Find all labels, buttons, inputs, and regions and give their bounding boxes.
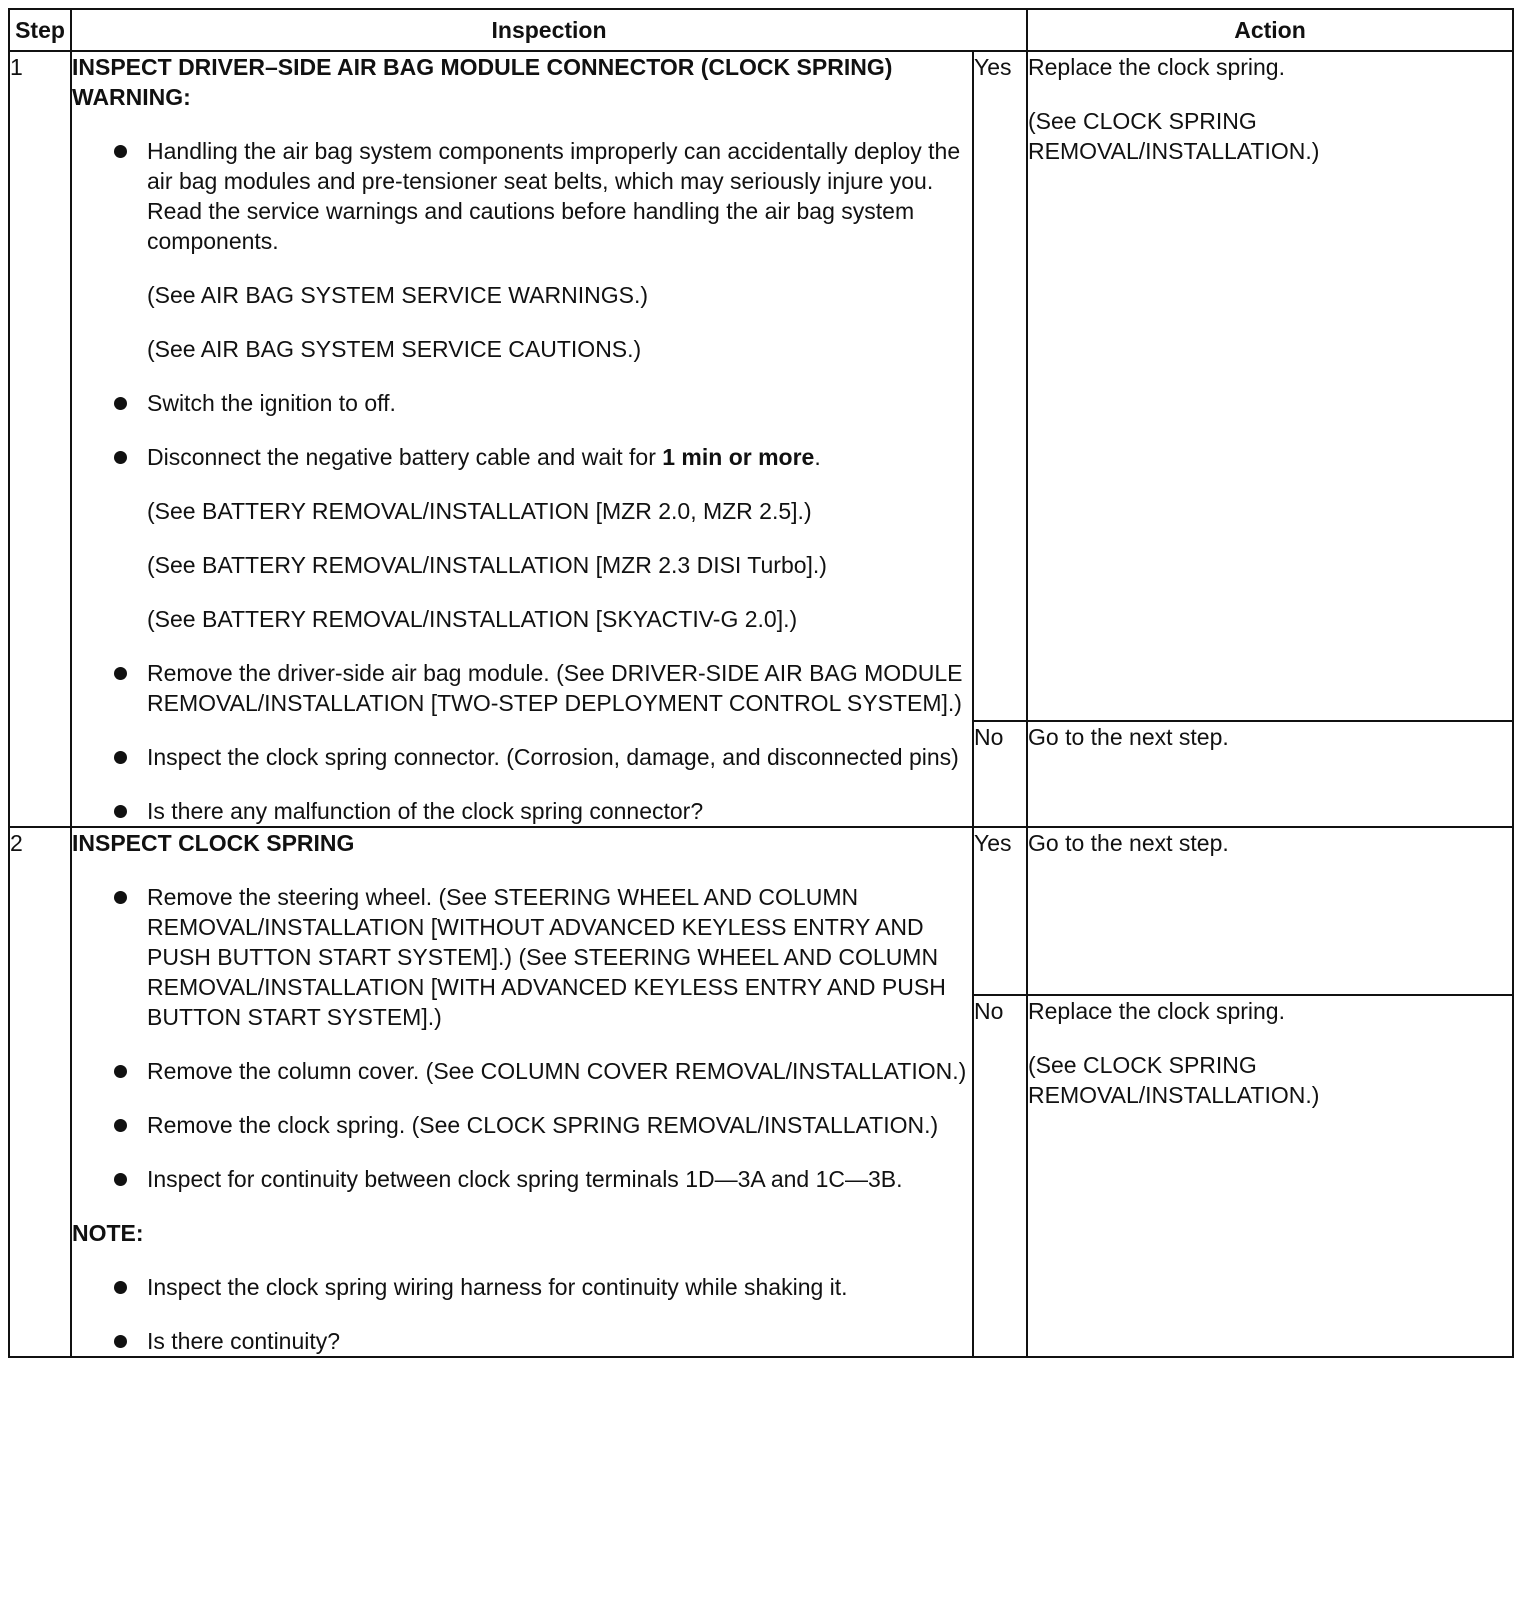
step2-bullet-shaking: Inspect the clock spring wiring harness for continuity while shaking it. bbox=[72, 1272, 972, 1302]
step1-ref-battery-1: (See BATTERY REMOVAL/INSTALLATION [MZR 2.0, MZR 2.5].) bbox=[147, 498, 812, 524]
step2-no-action: Replace the clock spring. (See CLOCK SPRING REMOVAL/INSTALLATION.) bbox=[1027, 995, 1513, 1357]
step2-yes-label: Yes bbox=[973, 827, 1027, 995]
procedure-table bbox=[8, 8, 1514, 1358]
step1-ref-warnings: (See AIR BAG SYSTEM SERVICE WARNINGS.) bbox=[147, 282, 649, 308]
bullet-icon bbox=[114, 145, 127, 158]
wait-time: 1 min or more bbox=[662, 444, 815, 470]
step1-yes-row bbox=[9, 51, 1513, 721]
step1-bullet-remove-module: Remove the driver-side air bag module. (See DRIVER-SIDE AIR BAG MODULE REMOVAL/INSTALLATION [TWO-STEP DEPLOYMENT CONTROL SYSTEM].) bbox=[72, 658, 972, 718]
step2-bullet-continuity: Inspect for continuity between clock spring terminals 1D—3A and 1C—3B. bbox=[72, 1164, 972, 1194]
step1-no-action: Go to the next step. bbox=[1027, 721, 1513, 827]
step1-warning-label: WARNING: bbox=[72, 84, 191, 110]
header-action: Action bbox=[1027, 9, 1513, 51]
step2-bullet-clock-spring: Remove the clock spring. (See CLOCK SPRING REMOVAL/INSTALLATION.) bbox=[72, 1110, 972, 1140]
step2-number: 2 bbox=[9, 827, 71, 1357]
step1-number: 1 bbox=[9, 51, 71, 827]
step1-yes-label: Yes bbox=[973, 51, 1027, 721]
step1-no-label: No bbox=[973, 721, 1027, 827]
bullet-icon bbox=[114, 1335, 127, 1348]
bullet-icon bbox=[114, 805, 127, 818]
step1-ref-cautions: (See AIR BAG SYSTEM SERVICE CAUTIONS.) bbox=[147, 336, 642, 362]
step2-title: INSPECT CLOCK SPRING bbox=[72, 830, 355, 856]
bullet-icon bbox=[114, 397, 127, 410]
step2-no-label: No bbox=[973, 995, 1027, 1357]
step1-bullet-handling: Handling the air bag system components improperly can accidentally deploy the air bag modules and pre-tensioner seat belts, which may seriously injure you. Read the service warnings and cautions before handling the air bag system components. bbox=[72, 136, 972, 256]
header-step: Step bbox=[9, 9, 71, 51]
bullet-icon bbox=[114, 1173, 127, 1186]
bullet-icon bbox=[114, 891, 127, 904]
step2-yes-action: Go to the next step. bbox=[1027, 827, 1513, 995]
bullet-icon bbox=[114, 1119, 127, 1132]
step2-bullet-question: Is there continuity? bbox=[72, 1326, 972, 1356]
step1-yes-action: Replace the clock spring. (See CLOCK SPRING REMOVAL/INSTALLATION.) bbox=[1027, 51, 1513, 721]
step1-bullet-ignition: Switch the ignition to off. bbox=[72, 388, 972, 418]
bullet-icon bbox=[114, 1281, 127, 1294]
step1-ref-battery-3: (See BATTERY REMOVAL/INSTALLATION [SKYACTIV-G 2.0].) bbox=[147, 606, 798, 632]
step1-title: INSPECT DRIVER–SIDE AIR BAG MODULE CONNECTOR (CLOCK SPRING) bbox=[72, 54, 893, 80]
step2-inspection bbox=[71, 827, 973, 1357]
step1-bullet-question: Is there any malfunction of the clock spring connector? bbox=[72, 796, 972, 826]
step1-bullet-battery: Disconnect the negative battery cable and wait for 1 min or more. bbox=[72, 442, 972, 472]
step2-bullet-steering: Remove the steering wheel. (See STEERING WHEEL AND COLUMN REMOVAL/INSTALLATION [WITHOUT ADVANCED KEYLESS ENTRY AND PUSH BUTTON START SYSTEM].) (See STEERING WHEEL AND COLUMN REMOVAL/INSTALLATION [WITH ADVANCED KEYLESS ENTRY AND PUSH BUTTON START SYSTEM].) bbox=[72, 882, 972, 1032]
header-row bbox=[9, 9, 1513, 51]
header-inspection: Inspection bbox=[71, 9, 1027, 51]
step2-yes-row bbox=[9, 827, 1513, 995]
bullet-icon bbox=[114, 1065, 127, 1078]
bullet-icon bbox=[114, 751, 127, 764]
step1-ref-battery-2: (See BATTERY REMOVAL/INSTALLATION [MZR 2.3 DISI Turbo].) bbox=[147, 552, 827, 578]
step2-bullet-column-cover: Remove the column cover. (See COLUMN COVER REMOVAL/INSTALLATION.) bbox=[72, 1056, 972, 1086]
step2-note-label: NOTE: bbox=[72, 1220, 144, 1246]
bullet-icon bbox=[114, 667, 127, 680]
step1-inspection bbox=[71, 51, 973, 827]
bullet-icon bbox=[114, 451, 127, 464]
step1-bullet-inspect-connector: Inspect the clock spring connector. (Corrosion, damage, and disconnected pins) bbox=[72, 742, 972, 772]
